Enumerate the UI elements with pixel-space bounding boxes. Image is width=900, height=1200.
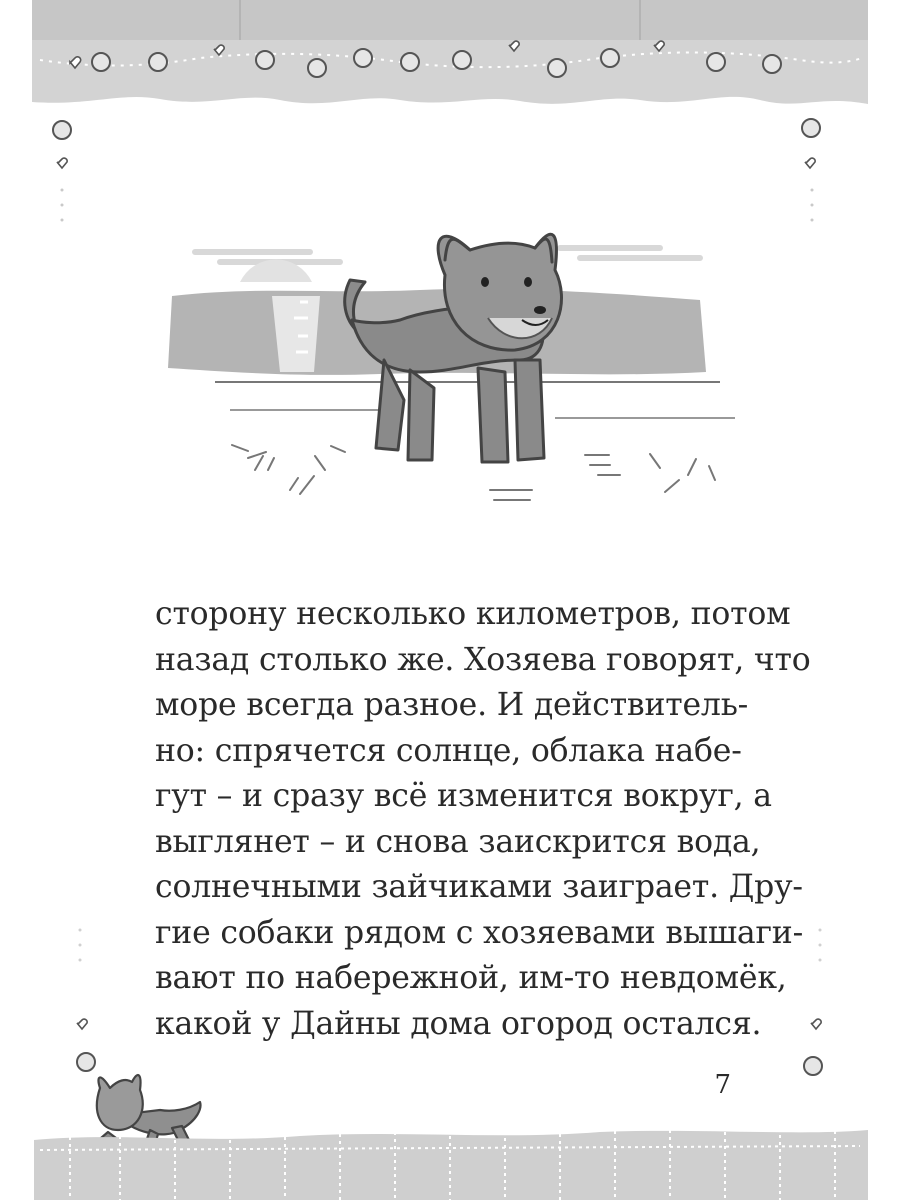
text-line: вают по набережной, им-то невдомёк, (155, 960, 787, 996)
text-line: назад столько же. Хозяева говорят, что (155, 641, 811, 678)
story-paragraph (155, 592, 811, 1047)
text-line: море всегда разное. И действитель- (155, 687, 749, 723)
page-number: 7 (714, 1070, 731, 1100)
text-line: выглянет – и снова заискрится вода, (155, 823, 761, 860)
text-line: гие собаки рядом с хозяевами вышаги- (155, 914, 804, 951)
text-line: гут – и сразу всё изменится вокруг, а (155, 778, 772, 814)
text-line: сторону несколько километров, потом (155, 596, 791, 632)
text-line: но: спрячется солнце, облака набе- (155, 732, 742, 769)
text-line: какой у Дайны дома огород остался. (155, 1005, 762, 1042)
text-line: солнечными зайчиками заиграет. Дру- (155, 869, 803, 905)
